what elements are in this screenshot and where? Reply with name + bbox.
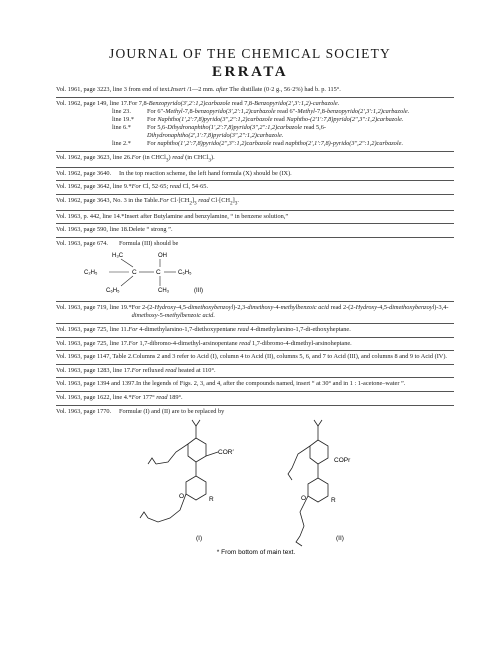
journal-title: JOURNAL OF THE CHEMICAL SOCIETY: [109, 46, 391, 61]
entry-reference: Vol. 1963, page 590, line 18.: [56, 226, 129, 234]
entry-reference: Vol. 1962, page 149, line 17.: [56, 99, 129, 107]
entry-text: Insert after Butylamine and benzylamine, “ in benzene solution,”: [124, 212, 289, 220]
entry-text: For $Cl\cdot[CH_2]_3$ read $Cl\cdot[CH_2]_3$.: [159, 196, 239, 206]
entry-reference: Vol. 1962, page 3623, line 26.: [56, 153, 132, 161]
formulae-i-ii: [56, 418, 456, 558]
entry-reference: Vol. 1961, page 3223, line 3 from end of text.: [56, 86, 171, 93]
entry-text: In the legends of Figs. 2, 3, and 4, after the compounds named, insert “ at 30° and in 1 : 1-acetone–water ”.: [136, 380, 406, 388]
errata-entry: [56, 168, 454, 182]
errata-entry: [56, 406, 454, 561]
entry-reference: Vol. 1963, page 719, line 19.*: [56, 304, 132, 312]
errata-entry: [56, 84, 454, 98]
errata-entry: [56, 98, 454, 152]
formula-iii-oh: OH: [158, 252, 167, 259]
errata-entry: [56, 224, 454, 238]
entry-text: For 177° read 189°.: [131, 393, 183, 401]
errata-entry: [56, 181, 454, 195]
entry-text: Formula (III) should be: [119, 239, 179, 247]
footnote: * From bottom of main text.: [216, 548, 296, 556]
errata-entry: [56, 351, 454, 365]
entry-reference: Vol. 1962, page 3642, line 9.*: [56, 183, 132, 191]
errata-entry: [56, 365, 454, 379]
entry-subtext: For 6″-Methyl-7,8-benzopyrido(3′,2′:1,2)carbazole read 6″-Methyl-7,8-benzopyrido(2′,3′:1,2)carbazole.: [147, 107, 410, 115]
entry-reference: Vol. 1963, page 674.: [56, 239, 109, 247]
entry-text: For 2-(2-Hydroxy-4,5-dimethoxybenzoyl)-2,3-dimethoxy-4-methylbenzoic acid read 2-(2-Hydroxy-4,5-dimethoxybenzoyl)-3,4-dimethoxy-5-methylbenzoic acid.: [131, 304, 449, 320]
formula-i-r: R: [209, 495, 214, 503]
entry-text: Columns 2 and 3 refer to Acid (I), column 4 to Acid (II), columns 5, 6, and 7 to Acid (III), and columns 8 and 9 to Acid (IV).: [132, 353, 448, 361]
entry-subtext: For 5,6-Dihydronaphtho(1′,2′:7,8)pyrido(3″,2″:1,2)carbazole read 5,6-Dihydronaphtho(2′,1′:7,8)pyrido(3″,2″:1,2)carbazole.: [147, 123, 326, 139]
entry-reference: Vol. 1962, page 3643, No. 3 in the Table.: [56, 196, 160, 204]
formula-i: [140, 420, 234, 542]
errata-entry: [56, 238, 454, 303]
errata-entry: [56, 324, 454, 338]
entry-subtext: For Naphtho(1′,2′:7,8)pyrido(3″,2″:1,2)carbazole read Naphtho-(2′1′:7,8)pyrido(2″,3″:1,2)carbazole.: [147, 115, 404, 123]
entry-reference: Vol. 1963, page 725, line 17.: [56, 339, 129, 347]
errata-entry: [56, 378, 454, 392]
entry-text: In the top reaction scheme, the left hand formula (X) should be (IX).: [119, 169, 292, 177]
entry-reference: Vol. 1963, page 1770.: [56, 407, 112, 415]
entry-text: Delete “ strong ”.: [128, 226, 173, 234]
entry-subreference: line 23.: [112, 107, 131, 115]
page-heading: ERRATA: [211, 64, 289, 80]
formula-iii-label: (III): [194, 287, 203, 294]
formula-i-o: O: [179, 492, 185, 500]
errata-entry: [56, 211, 454, 225]
formula-ii: [288, 420, 351, 546]
entry-reference: Vol. 1963, page 1394 and 1397.: [56, 380, 136, 388]
formula-iii: [76, 249, 226, 299]
errata-entry: [56, 338, 454, 352]
entry-reference: Vol. 1963, page 1147, Table 2.: [56, 353, 133, 361]
entry-text: For 4-dimethylarsino-1,7-diethoxypentane read 4-dimethylarsino-1,7-di-ethoxyheptane.: [128, 326, 351, 333]
errata-entry: [56, 152, 454, 168]
formula-iii-c2h5: C₂H₅: [84, 269, 98, 276]
formula-i-cor: COR′: [218, 448, 234, 456]
entry-reference: Vol. 1963, page 1622, line 4.*: [56, 393, 132, 401]
errata-entry: [56, 195, 454, 211]
formula-iii-c6h5-bottom: C₆H₅: [106, 287, 120, 294]
entry-text: For 1,7-dibromo-4-dimethyl-arsinopentane read 1,7-dibromo-4-dimethyl-arsinoheptane.: [128, 339, 352, 347]
formula-i-label: (I): [196, 534, 203, 542]
formula-ii-label: (II): [336, 534, 344, 542]
entry-text: Formulæ (I) and (II) are to be replaced by: [119, 407, 225, 415]
formula-iii-h3c: H₃C: [112, 252, 124, 259]
entry-text: For 7,8-Benzopyrido(3′,2′:1,2)carbazole read 7,8-Benzopyrido(2′,3′:1,2)-carbazole.: [128, 99, 340, 107]
entry-reference: Vol. 1963, page 1283, line 17.: [56, 366, 132, 374]
entry-text: For refluxed read heated at 110°.: [131, 366, 216, 374]
entry-reference: Vol. 1963, p. 442, line 14.*: [56, 212, 125, 220]
formula-ii-copr: COPr: [334, 456, 351, 464]
errata-entry: [56, 302, 454, 324]
formula-iii-c2: C: [156, 268, 161, 276]
entry-reference: Vol. 1962, page 3640.: [56, 169, 112, 177]
entry-text: For (in CHCl$_3$) read (in CHCl$_3$).: [131, 153, 215, 163]
entry-text: Insert /1—2 mm. after The distillate (0·2 g., 56·2%) had b. p. 115°.: [170, 86, 341, 93]
errata-entry: [56, 392, 454, 406]
formula-iii-ch3: CH₃: [158, 287, 170, 294]
entry-subreference: line 6.*: [112, 123, 131, 131]
entry-subtext: For naphtho(1′,2′:7,8)pyrido(2″,3″:1,2)carbazole read naphtho(2′,1′:7,8)-pyrido(3″,2″:1,2)carbazole.: [147, 140, 403, 148]
formula-iii-c1: C: [132, 268, 137, 276]
entry-subreference: line 19.*: [112, 115, 135, 123]
entry-reference: Vol. 1963, page 725, line 11.: [56, 326, 129, 333]
errata-list: [56, 84, 454, 560]
entry-subreference: line 2.*: [112, 140, 131, 148]
entry-text: For Cl, 52·65; read Cl, 54·65.: [131, 183, 209, 191]
formula-ii-r: R: [331, 496, 336, 504]
formula-ii-o: O: [301, 494, 307, 502]
formula-iii-c6h5-right: C₆H₅: [178, 269, 192, 276]
